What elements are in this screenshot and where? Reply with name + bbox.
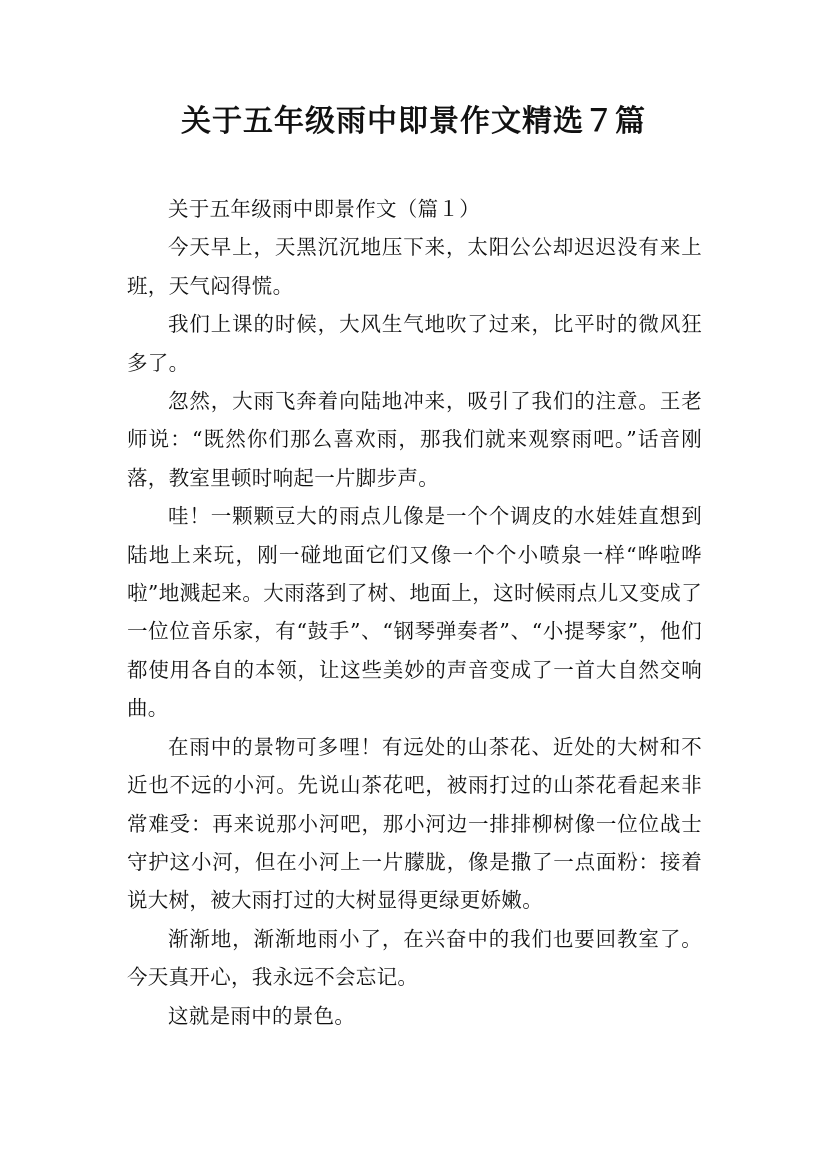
document-body <box>127 190 702 1035</box>
paragraph: 渐渐地，渐渐地雨小了，在兴奋中的我们也要回教室了。今天真开心，我永远不会忘记。 <box>127 926 702 990</box>
document-title: 关于五年级雨中即景作文精选７篇 <box>181 104 646 139</box>
section-heading: 关于五年级雨中即景作文（篇１） <box>168 197 480 221</box>
paragraph: 这就是雨中的景色。 <box>168 1003 356 1028</box>
paragraph: 今天早上，天黑沉沉地压下来，太阳公公却迟迟没有来上班，天气闷得慌。 <box>127 235 702 298</box>
paragraph: 哇！一颗颗豆大的雨点儿像是一个个调皮的水娃娃直想到陆地上来玩，刚一碰地面它们又像一个个小喷泉一样“哗啦哗啦”地溅起来。大雨落到了树、地面上，这时候雨点儿又变成了一位位音乐家，有“鼓手”、“钢琴弹奏者”、“小提琴家”，他们都使用各自的本领，让这些美妙的声音变成了一首大自然交响曲。 <box>127 504 702 721</box>
paragraph: 我们上课的时候，大风生气地吹了过来，比平时的微风狂多了。 <box>127 312 702 375</box>
paragraph: 在雨中的景物可多哩！有远处的山茶花、近处的大树和不近也不远的小河。先说山茶花吧，被雨打过的山茶花看起来非常难受：再来说那小河吧，那小河边一排排柳树像一位位战士守护这小河，但在小河上一片朦胧，像是撒了一点面粉：接着说大树，被大雨打过的大树显得更绿更娇嫩。 <box>127 734 702 913</box>
paragraph: 忽然，大雨飞奔着向陆地冲来，吸引了我们的注意。王老师说：“既然你们那么喜欢雨，那我们就来观察雨吧。”话音刚落，教室里顿时响起一片脚步声。 <box>127 389 702 490</box>
